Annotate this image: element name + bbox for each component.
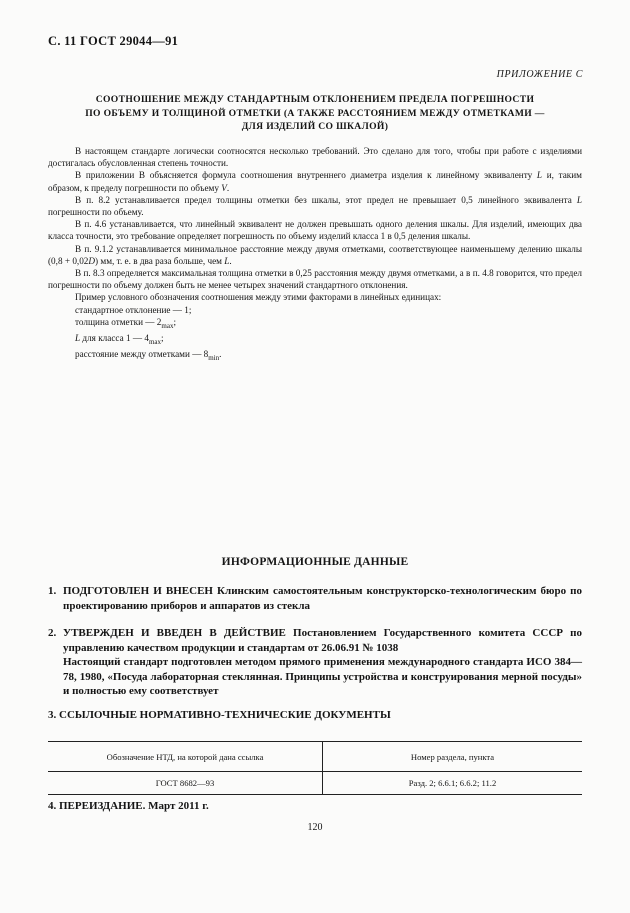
paragraph: В п. 9.1.2 устанавливается минимальное расстояние между двумя отметками, соответствующее наименьшему делению шкалы (0,8 + 0,02D) мм, т. е. в два раза больше, чем L. (48, 243, 582, 266)
paragraph: В п. 8.2 устанавливается предел толщины отметки без шкалы, этот предел не превышает 0,5 линейного эквивалента L погрешности по объему. (48, 194, 582, 218)
info-item-1-heading: ПОДГОТОВЛЕН И ВНЕСЕН (63, 585, 213, 597)
paragraph: Пример условного обозначения соотношения между этими факторами в линейных единицах: (75, 292, 442, 303)
paragraph: В приложении В объясняется формула соотношения внутреннего диаметра изделия к линейному эквиваленту L и, таким образом, к пределу погрешности по объему V. (48, 170, 582, 193)
paragraph: В п. 4.6 устанавливается, что линейный эквивалент не должен превышать одного деления шкалы. Для изделий, имеющих два класса точности, это требование определяет погрешность по объему изделий класса 1 в 0,5 деления шкалы. (48, 219, 582, 242)
example-line: L для класса 1 — $4_{max}$; (75, 332, 164, 346)
info-item-1-text: Клинским самостоятельным конструкторско-технологическим бюро по проектированию приборов и аппаратов из стекла (63, 585, 582, 612)
appendix-body (48, 145, 582, 364)
info-item-2: 2. УТВЕРЖДЕН И ВВЕДЕН В ДЕЙСТВИЕ Постановлением Государственного комитета СССР по управлению качеством продукции и стандартам от 26.06.91 № 1038 Настоящий стандарт подготовлен методом прямого применения международного стандарта ИСО 384—78, 1980, «Посуда лабораторная стеклянная. Принципы устройства и конструирования мерной посуды» и полностью ему соответствует (48, 627, 583, 697)
info-item-2-text: Постановлением Государственного комитета СССР по управлению качеством продукции и стандартам от 26.06.91 № 1038 (63, 627, 583, 654)
paragraph: В настоящем стандарте логически соотносятся несколько требований. Это сделано для того, чтобы при работе с изделиями достигалась обусловленная степень точности. (48, 146, 582, 169)
info-item-2-note: Настоящий стандарт подготовлен методом прямого применения международного стандарта ИСО 384—78, 1980, «Посуда лабораторная стеклянная. Принципы устройства и конструирования мерной посуды» и полностью ему соответствует (63, 656, 582, 697)
info-item-3-heading: 3. ССЫЛОЧНЫЕ НОРМАТИВНО-ТЕХНИЧЕСКИЕ ДОКУМЕНТЫ (48, 709, 391, 721)
title-line-1: СООТНОШЕНИЕ МЕЖДУ СТАНДАРТНЫМ ОТКЛОНЕНИЕМ ПРЕДЕЛА ПОГРЕШНОСТИ (95, 94, 535, 105)
appendix-label: ПРИЛОЖЕНИЕ С (496, 69, 583, 80)
table-row (48, 772, 582, 795)
info-section-title: ИНФОРМАЦИОННЫЕ ДАННЫЕ (221, 556, 409, 568)
references-table (48, 741, 582, 795)
title-line-2: ПО ОБЪЕМУ И ТОЛЩИНОЙ ОТМЕТКИ (А ТАКЖЕ РАССТОЯНИЕМ МЕЖДУ ОТМЕТКАМИ — (85, 107, 545, 119)
appendix-title (48, 93, 582, 134)
table-cell-sections: Разд. 2; 6.6.1; 6.6.2; 11.2 (323, 772, 583, 795)
example-line: стандартное отклонение — 1; (75, 304, 192, 315)
example-line: толщина отметки — $2_{max}$; (75, 316, 177, 330)
example-line: расстояние между отметками — $8_{min}$. (75, 348, 222, 362)
title-line-3: ДЛЯ ИЗДЕЛИЙ СО ШКАЛОЙ) (241, 121, 389, 132)
page-number: 120 (307, 822, 323, 833)
page-header: С. 11 ГОСТ 29044—91 (48, 34, 179, 48)
info-item-1: 1. ПОДГОТОВЛЕН И ВНЕСЕН Клинским самостоятельным конструкторско-технологическим бюро по проектированию приборов и аппаратов из стекла (48, 585, 582, 612)
table-header-section: Номер раздела, пункта (323, 742, 583, 772)
paragraph: В п. 8.3 определяется максимальная толщина отметки в 0,25 расстояния между двумя отметками, а в п. 4.8 говорится, что предел погрешности по объему должен быть не менее четырех значений стандартного отклонения. (48, 268, 582, 291)
info-item-2-heading: УТВЕРЖДЕН И ВВЕДЕН В ДЕЙСТВИЕ (63, 627, 286, 639)
info-item-4: 4. ПЕРЕИЗДАНИЕ. Март 2011 г. (48, 800, 209, 812)
table-cell-document: ГОСТ 8682—93 (48, 772, 323, 795)
table-header-document: Обозначение НТД, на которой дана ссылка (48, 742, 323, 772)
